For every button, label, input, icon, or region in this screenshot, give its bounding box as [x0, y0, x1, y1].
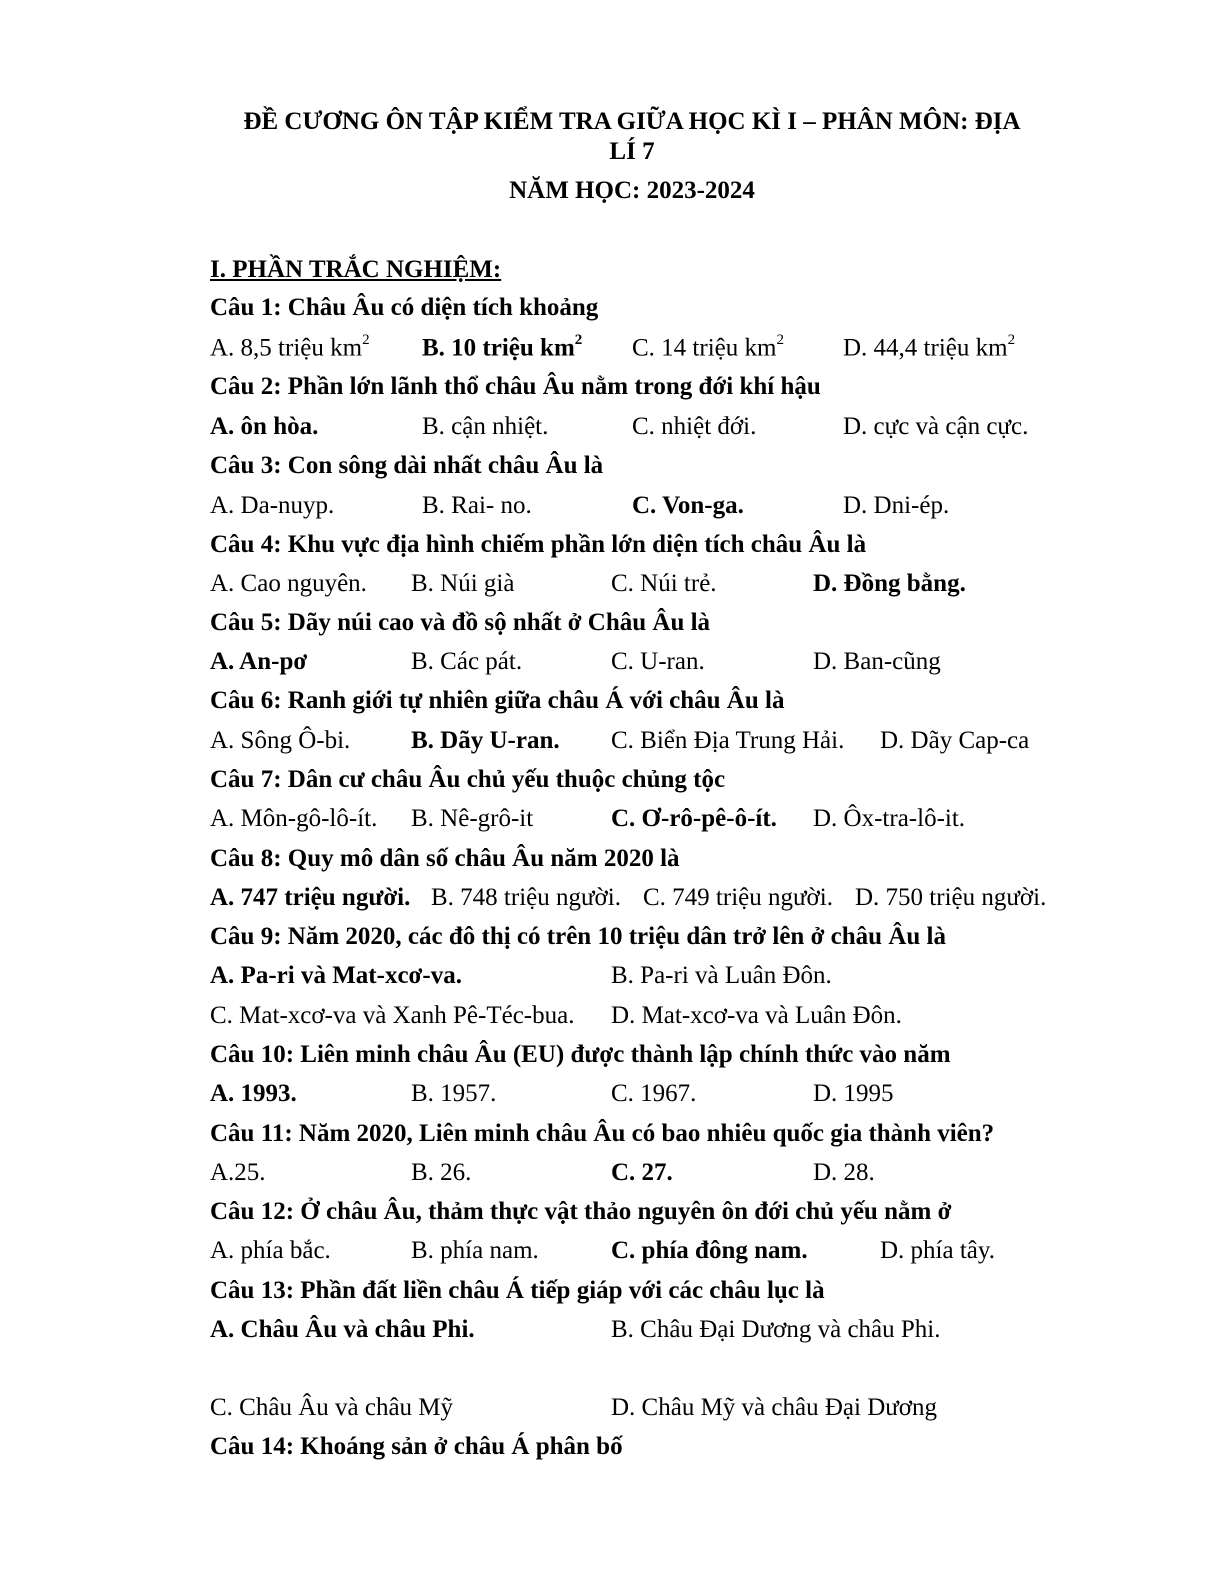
q10-option-b: B. 1957. — [411, 1080, 497, 1107]
q6-option-c: C. Biển Địa Trung Hải. — [611, 727, 845, 754]
question-2: Câu 2: Phần lớn lãnh thổ châu Âu nằm trong đới khí hậu — [210, 373, 821, 400]
q3-option-a: A. Da-nuyp. — [210, 492, 335, 519]
document-title-line1: ĐỀ CƯƠNG ÔN TẬP KIỂM TRA GIỮA HỌC KÌ I – PHÂN MÔN: ĐỊA — [243, 108, 1021, 135]
q5-option-a: A. An-pơ — [210, 648, 308, 675]
question-13: Câu 13: Phần đất liền châu Á tiếp giáp với các châu lục là — [210, 1277, 825, 1304]
q12-option-c: C. phía đông nam. — [611, 1237, 808, 1264]
q13-option-d: D. Châu Mỹ và châu Đại Dương — [611, 1394, 938, 1421]
q3-option-b: B. Rai- no. — [422, 492, 532, 519]
q6-option-d: D. Dãy Cap-ca — [880, 727, 1030, 754]
question-7: Câu 7: Dân cư châu Âu chủ yếu thuộc chủng tộc — [210, 766, 726, 793]
question-9: Câu 9: Năm 2020, các đô thị có trên 10 triệu dân trở lên ở châu Âu là — [210, 923, 946, 950]
q10-option-a: A. 1993. — [210, 1080, 297, 1107]
q3-option-d: D. Dni-ép. — [843, 492, 950, 519]
q2-option-a: A. ôn hòa. — [210, 413, 319, 440]
q1-option-b: B. 10 triệu $km^2$ — [422, 332, 583, 362]
q8-option-a: A. 747 triệu người. — [210, 884, 411, 911]
q8-option-c: C. 749 triệu người. — [643, 884, 833, 911]
question-4: Câu 4: Khu vực địa hình chiếm phần lớn diện tích châu Âu là — [210, 531, 867, 558]
q7-option-b: B. Nê-grô-it — [411, 805, 534, 832]
q9-option-d: D. Mat-xcơ-va và Luân Đôn. — [611, 1002, 902, 1029]
q7-option-d: D. Ôx-tra-lô-it. — [813, 805, 966, 832]
q7-option-a: A. Môn-gô-lô-ít. — [210, 805, 378, 832]
q9-option-a: A. Pa-ri và Mat-xcơ-va. — [210, 962, 462, 989]
q11-option-a: A.25. — [210, 1159, 266, 1186]
q8-option-d: D. 750 triệu người. — [855, 884, 1047, 911]
question-11: Câu 11: Năm 2020, Liên minh châu Âu có bao nhiêu quốc gia thành viên? — [210, 1120, 995, 1147]
q6-option-b: B. Dãy U-ran. — [411, 727, 560, 754]
question-8: Câu 8: Quy mô dân số châu Âu năm 2020 là — [210, 845, 680, 872]
q9-option-b: B. Pa-ri và Luân Đôn. — [611, 962, 832, 989]
q2-option-c: C. nhiệt đới. — [632, 413, 757, 440]
q12-option-a: A. phía bắc. — [210, 1237, 331, 1264]
q8-option-b: B. 748 triệu người. — [431, 884, 621, 911]
q13-option-b: B. Châu Đại Dương và châu Phi. — [611, 1316, 941, 1343]
question-1: Câu 1: Châu Âu có diện tích khoảng — [210, 294, 599, 321]
q1-option-a: A. 8,5 triệu $km^2$ — [210, 332, 370, 362]
document-title-line2: LÍ 7 — [609, 138, 655, 165]
question-14: Câu 14: Khoáng sản ở châu Á phân bố — [210, 1433, 623, 1460]
q5-option-d: D. Ban-cũng — [813, 648, 941, 675]
q12-option-b: B. phía nam. — [411, 1237, 539, 1264]
q9-option-c: C. Mat-xcơ-va và Xanh Pê-Téc-bua. — [210, 1002, 575, 1029]
q1-option-c: C. 14 triệu $km^2$ — [632, 332, 784, 362]
q4-option-c: C. Núi trẻ. — [611, 570, 717, 597]
q4-option-a: A. Cao nguyên. — [210, 570, 367, 597]
q2-option-d: D. cực và cận cực. — [843, 413, 1029, 440]
section-title: I. PHẦN TRẮC NGHIỆM: — [210, 256, 502, 283]
school-year: NĂM HỌC: 2023-2024 — [509, 177, 755, 204]
q6-option-a: A. Sông Ô-bi. — [210, 727, 351, 754]
q5-option-c: C. U-ran. — [611, 648, 705, 675]
q12-option-d: D. phía tây. — [880, 1237, 996, 1264]
q4-option-d: D. Đồng bằng. — [813, 570, 966, 597]
q10-option-c: C. 1967. — [611, 1080, 697, 1107]
question-6: Câu 6: Ranh giới tự nhiên giữa châu Á với châu Âu là — [210, 687, 785, 714]
q3-option-c: C. Von-ga. — [632, 492, 744, 519]
q11-option-c: C. 27. — [611, 1159, 673, 1186]
q1-option-d: D. 44,4 triệu $km^2$ — [843, 332, 1016, 362]
question-10: Câu 10: Liên minh châu Âu (EU) được thành lập chính thức vào năm — [210, 1041, 951, 1068]
question-5: Câu 5: Dãy núi cao và đồ sộ nhất ở Châu Âu là — [210, 609, 711, 636]
q11-option-b: B. 26. — [411, 1159, 472, 1186]
q5-option-b: B. Các pát. — [411, 648, 523, 675]
q2-option-b: B. cận nhiệt. — [422, 413, 549, 440]
q10-option-d: D. 1995 — [813, 1080, 894, 1107]
q7-option-c: C. Ơ-rô-pê-ô-ít. — [611, 805, 777, 832]
question-12: Câu 12: Ở châu Âu, thảm thực vật thảo nguyên ôn đới chủ yếu nằm ở — [210, 1198, 952, 1225]
question-3: Câu 3: Con sông dài nhất châu Âu là — [210, 452, 604, 479]
q13-option-a: A. Châu Âu và châu Phi. — [210, 1316, 475, 1343]
q11-option-d: D. 28. — [813, 1159, 875, 1186]
q13-option-c: C. Châu Âu và châu Mỹ — [210, 1394, 454, 1421]
q4-option-b: B. Núi già — [411, 570, 515, 597]
